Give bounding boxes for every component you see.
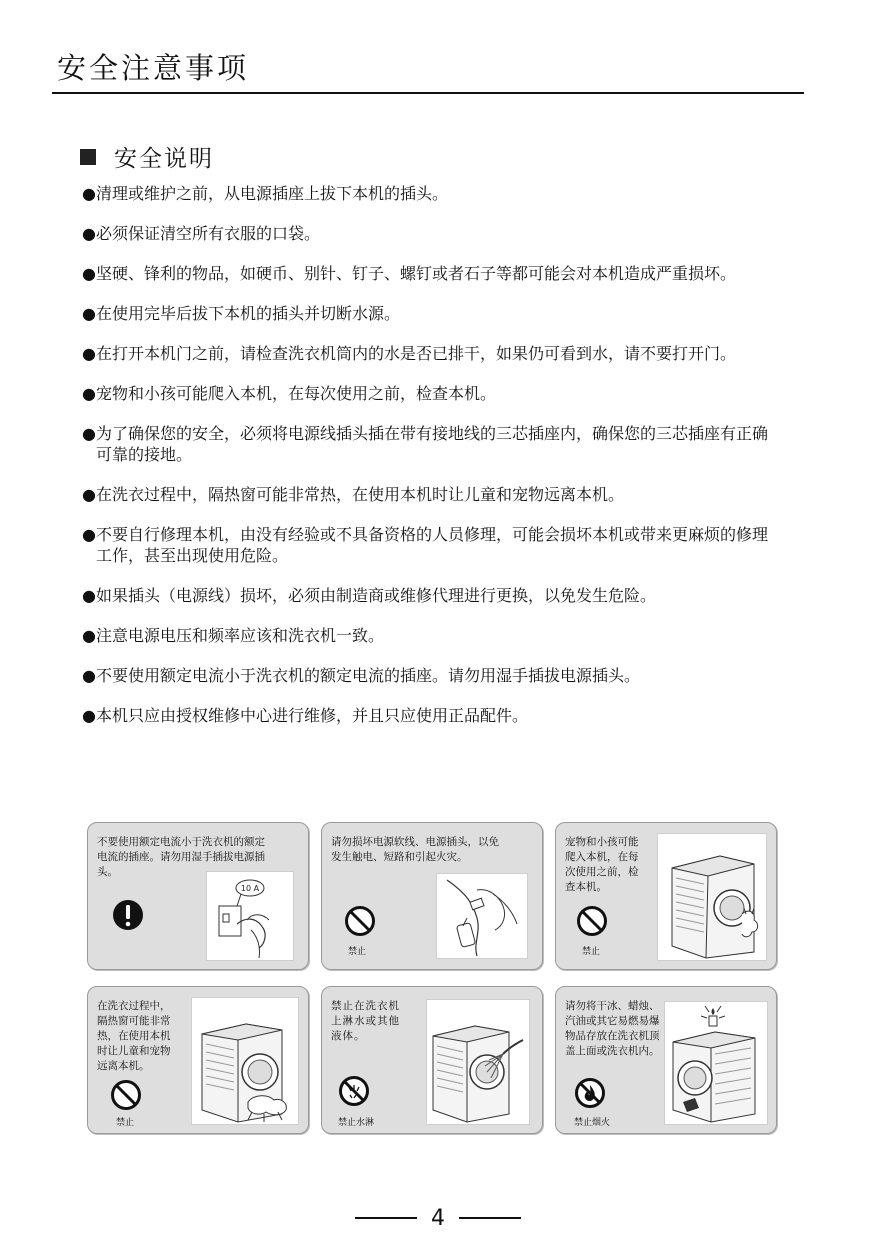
bullet-dot-icon: ● bbox=[82, 304, 96, 323]
warning-panel-hot-window bbox=[87, 986, 309, 1134]
symbol-label: 禁止烟火 bbox=[574, 1118, 611, 1128]
warning-panel-flammables bbox=[555, 986, 777, 1134]
prohibited-icon bbox=[344, 905, 376, 937]
socket-illustration bbox=[206, 871, 294, 961]
list-item: ● 在洗衣过程中，隔热窗可能非常热，在使用本机时让儿童和宠物远离本机。 bbox=[82, 485, 625, 504]
washer-flammables-illustration bbox=[664, 1001, 768, 1125]
section-heading bbox=[80, 140, 214, 173]
page-footer bbox=[355, 1203, 521, 1233]
panel-text: 不要使用额定电流小于洗衣机的额定 电流的插座。请勿用湿手插拔电源插 头。 bbox=[97, 836, 265, 878]
list-item: ● 如果插头（电源线）损坏，必须由制造商或维修代理进行更换，以免发生危险。 bbox=[82, 586, 657, 605]
list-item: ● 清理或维护之前，从电源插座上拔下本机的插头。 bbox=[82, 184, 449, 203]
bullet-dot-icon: ● bbox=[82, 666, 96, 685]
bullet-dot-icon: ● bbox=[82, 706, 96, 725]
panel-text: 在洗衣过程中， 隔热窗可能非常 热，在使用本机 时让儿童和宠物 远离本机。 bbox=[97, 1000, 171, 1072]
panel-text: 请勿损坏电源软线、电源插头，以免 发生触电、短路和引起火灾。 bbox=[331, 836, 499, 863]
warning-panel-pets-children bbox=[555, 822, 777, 970]
list-item: ● 注意电源电压和频率应该和洗衣机一致。 bbox=[82, 626, 385, 645]
bullet-dot-icon: ● bbox=[82, 264, 96, 283]
list-item: ● 在打开本机门之前，请检查洗衣机筒内的水是否已排干，如果仍可看到水，请不要打开门。 bbox=[82, 344, 737, 363]
bullet-dot-icon: ● bbox=[82, 224, 96, 243]
bullet-dot-icon: ● bbox=[82, 525, 96, 544]
footer-rule-right bbox=[459, 1217, 521, 1219]
plug-rating-label: 10 A bbox=[240, 884, 260, 893]
bullet-dot-icon: ● bbox=[82, 586, 96, 605]
page-number: 4 bbox=[431, 1205, 445, 1231]
section-heading-text: 安全说明 bbox=[114, 146, 214, 172]
title-rule bbox=[52, 92, 804, 94]
bullet-dot-icon: ● bbox=[82, 626, 96, 645]
bullet-dot-icon: ● bbox=[82, 184, 96, 203]
list-item: ● 本机只应由授权维修中心进行维修，并且只应使用正品配件。 bbox=[82, 706, 529, 725]
panel-text: 宠物和小孩可能 爬入本机，在每 次使用之前，检 查本机。 bbox=[565, 836, 639, 893]
washer-water-spray-illustration bbox=[426, 999, 530, 1125]
safety-bullet-list bbox=[80, 183, 780, 726]
bullet-dot-icon: ● bbox=[82, 384, 96, 403]
warning-panel-no-water bbox=[321, 986, 543, 1134]
list-item: ● 宠物和小孩可能爬入本机，在每次使用之前，检查本机。 bbox=[82, 384, 497, 403]
footer-rule-left bbox=[355, 1217, 417, 1219]
warning-panel-power-cord bbox=[321, 822, 543, 970]
warning-panel-socket bbox=[87, 822, 309, 970]
prohibited-icon bbox=[110, 1079, 142, 1111]
list-item: ● 为了确保您的安全，必须将电源线插头插在带有接地线的三芯插座内，确保您的三芯插座有正确可靠的接地。 bbox=[82, 424, 769, 464]
list-item: ● 不要使用额定电流小于洗衣机的额定电流的插座。请勿用湿手插拔电源插头。 bbox=[82, 666, 641, 685]
page-title: 安全注意事项 bbox=[57, 51, 250, 85]
bullet-dot-icon: ● bbox=[82, 344, 96, 363]
washer-hot-window-illustration bbox=[191, 997, 299, 1125]
damaged-cord-illustration bbox=[436, 873, 528, 959]
list-item: ● 必须保证清空所有衣服的口袋。 bbox=[82, 224, 321, 243]
panel-text: 禁止在洗衣机 上淋水或其他 液体。 bbox=[331, 1000, 400, 1042]
exclamation-icon bbox=[112, 899, 144, 931]
bullet-dot-icon: ● bbox=[82, 485, 96, 504]
no-water-spray-icon bbox=[338, 1075, 370, 1107]
symbol-label: 禁止水淋 bbox=[338, 1118, 375, 1128]
symbol-label: 禁止 bbox=[348, 947, 367, 957]
square-bullet-icon bbox=[80, 149, 96, 165]
list-item: ● 在使用完毕后拔下本机的插头并切断水源。 bbox=[82, 304, 401, 323]
list-item: ● 不要自行修理本机，由没有经验或不具备资格的人员修理，可能会损坏本机或带来更麻烦的修理工作，甚至出现使用危险。 bbox=[82, 525, 769, 565]
panel-text: 请勿将干冰、蜡烛、 汽油或其它易燃易爆 物品存放在洗衣机顶 盖上面或洗衣机内。 bbox=[565, 1000, 660, 1057]
symbol-label: 禁止 bbox=[582, 947, 601, 957]
bullet-dot-icon: ● bbox=[82, 424, 96, 443]
prohibited-icon bbox=[576, 905, 608, 937]
list-item: ● 坚硬、锋利的物品，如硬币、别针、钉子、螺钉或者石子等都可能会对本机造成严重损坏。 bbox=[82, 264, 737, 283]
washer-with-cat-illustration bbox=[657, 833, 767, 961]
symbol-label: 禁止 bbox=[116, 1118, 135, 1128]
no-fire-icon bbox=[574, 1077, 606, 1109]
